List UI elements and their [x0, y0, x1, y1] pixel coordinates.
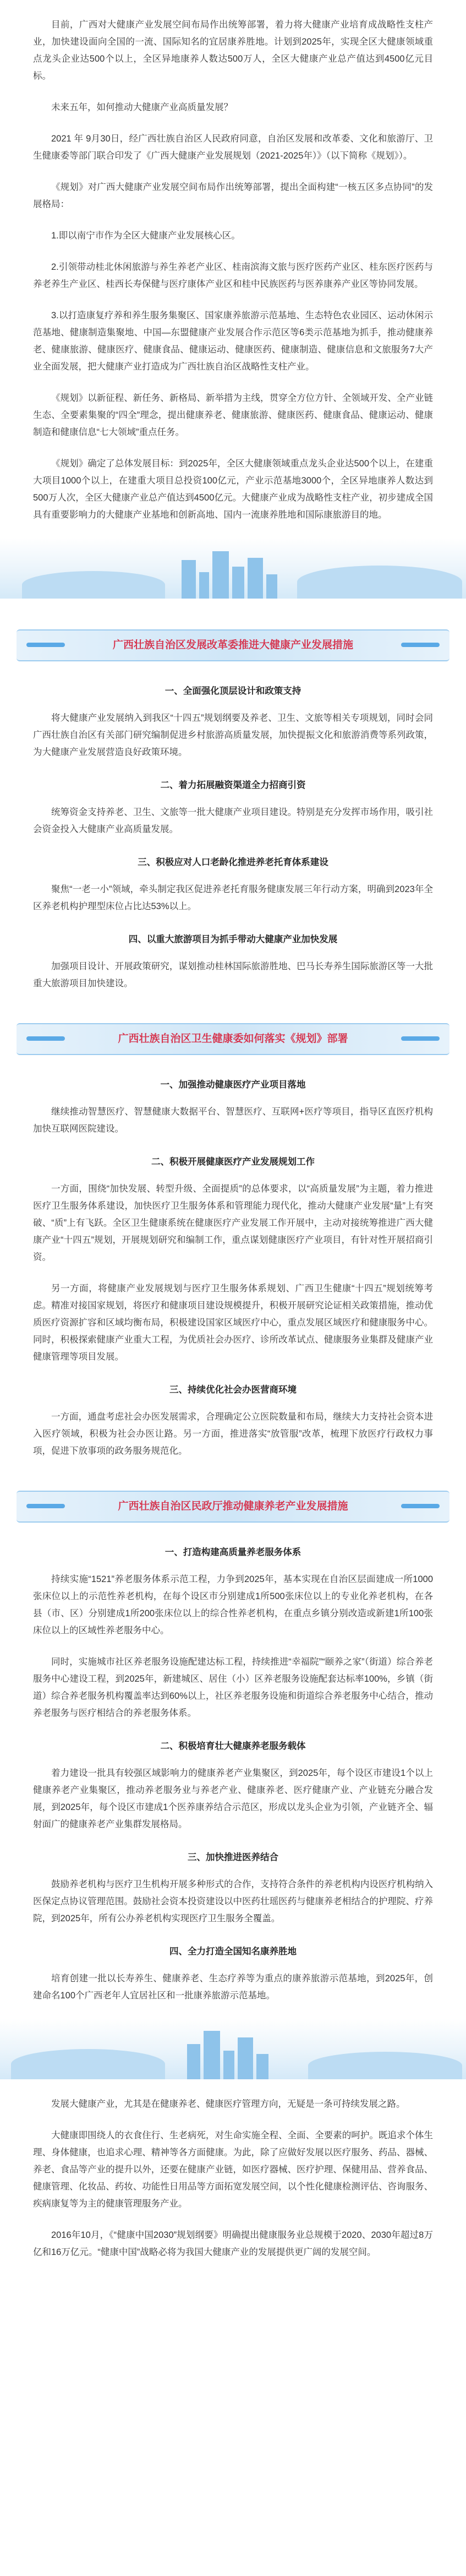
closing-paragraph: 2016年10月，《“健康中国2030”规划纲要》明确提出健康服务业总规模于2020、2030年超过8万亿和16万亿元。“健康中国”战略必将为我国大健康产业的发展提供更广阔的发展空间。: [33, 2230, 433, 2257]
intro-paragraph: 《规划》对广西大健康产业发展空间布局作出统筹部署，提出全面构建“一核五区多点协同”的发展格局：: [33, 182, 433, 209]
section-civil-affairs: [33, 1491, 433, 2004]
subsection-paragraph: 同时，实施城市社区养老服务设施配建达标工程，持续推进“幸福院”“颐养之家”（街道）综合养老服务中心建设工程，到2025年，新建城区、居住（小）区养老服务设施配套达标率100%，乡镇（街道）综合养老服务机构覆盖率达到60%以上，社区养老服务设施和街道综合养老服务中心结合，推动养老服务与医疗相结合的养老服务体系。: [33, 1657, 433, 1718]
subsection-paragraph: 一方面，围绕“加快发展、转型升级、全面提质”的总体要求，以“高质量发展”为主题，着力推进医疗卫生服务体系建设，加快医疗卫生服务体系和管理能力现代化，推动大健康产业发展“量”上有突破、“质”上有飞跃。全区卫生健康系统在健康医疗产业发展工作开展中，主动对接统筹推进广西大健康产业“十四五”规划，开展规划研究和编制工作，重点谋划健康医疗产业项目，有针对性开展招商引资。: [33, 1184, 433, 1262]
section-banner: 广西壮族自治区发展改革委推进大健康产业发展措施: [17, 629, 449, 661]
subsection-title: 二、积极培育壮大健康养老服务载体: [160, 1741, 306, 1751]
intro-paragraph: 《规划》确定了总体发展目标：到2025年，全区大健康领域重点龙头企业达500个以上，在建重大项目1000个以上，在建重大项目总投资100亿元，产业示范基地3000个，全区异地康养人数达到500万人次，全区大健康产业总产值达到4500亿元。大健康产业成为战略性支柱产业，初步建成全国具有重要影响力的大健康产业基地和创新高地、国内一流康养胜地和国际康旅游目的地。: [33, 459, 433, 520]
intro-section: [33, 0, 433, 524]
subsection-paragraph: 持续实施“1521”养老服务体系示范工程，力争到2025年，基本实现在自治区层面建成一所1000张床位以上的示范性养老机构，在每个设区市分别建成1所500张床位以上的专业化养老机构，在各县（市、区）分别建成1所200张床位以上的综合性养老机构，在重点乡镇分别改造或新建1所100张床位以上的区域性养老服务中心。: [33, 1574, 433, 1635]
subsection-title: 二、着力拓展融资渠道全力招商引资: [160, 780, 306, 790]
intro-list-item: 1.即以南宁市作为全区大健康产业发展核心区。: [51, 231, 240, 241]
subsection-paragraph: 培育创建一批以长寿养生、健康养老、生态疗养等为重点的康养旅游示范基地，到2025年，创建命名100个广西老年人宜居社区和一批康养旅游示范基地。: [33, 1974, 433, 2001]
closing-paragraph: 大健康即围绕人的衣食住行、生老病死，对生命实施全程、全面、全要素的呵护。既追求个体生理、身体健康，也追求心理、精神等各方面健康。为此，除了应做好发展以医疗服务、药品、器械、养老、食品等产业的提升以外，还要在健康产业链，如医疗器械、医疗护理、保健用品、营养食品、健康管理、化妆品、药妆、功能性日用品等方面拓宽发展空间，以个性化健康检测评估、咨询服务、疾病康复等为主的健康管理服务产业。: [33, 2131, 433, 2209]
subsection-paragraph: 将大健康产业发展纳入到我区“十四五”规划纲要及养老、卫生、文旅等相关专项规划，同时会同广西壮族自治区有关部门研究编制促进乡村旅游高质量发展，加快提振文化和旅游消费等系列政策，为大健康产业发展营造良好政策环境。: [33, 713, 433, 757]
intro-list-item: 2.引领带动桂北休闲旅游与养生养老产业区、桂南滨海文旅与医疗医药产业区、桂东医疗医药与养老养生产业区、桂西长寿保健与医疗康体产业区和桂中民族医药与医养康养产业区等协同发展。: [33, 262, 433, 289]
section-banner: 广西壮族自治区卫生健康委如何落实《规划》部署: [17, 1023, 449, 1055]
subsection-paragraph: 另一方面，将健康产业发展规划与医疗卫生服务体系规划、广西卫生健康“十四五”规划统筹考虑。精准对接国家规划，将医疗和健康项目建设规模提升，积极开展研究论证相关政策措施，推动优质医疗资源扩容和区域均衡布局，积极建设国家区域医疗中心，重点发展区域医疗和健康服务中心。同时，积极探索健康产业重大工程，为优质社会办医疗、诊所改革试点、健康服务业集群及健康产业健康管理等项目发展。: [33, 1284, 433, 1362]
subsection-title: 一、全面强化顶层设计和政策支持: [165, 686, 301, 696]
subsection-paragraph: 聚焦“一老一小”领域，牵头制定我区促进养老托育服务健康发展三年行动方案，明确到2023年全区养老机构护理型床位占比达53%以上。: [33, 884, 433, 911]
subsection-title: 一、加强推动健康医疗产业项目落地: [160, 1080, 306, 1090]
decorative-city-illustration: [0, 2019, 466, 2079]
subsection-title: 二、积极开展健康医疗产业发展规划工作: [151, 1157, 315, 1167]
closing-paragraph: 发展大健康产业，尤其是在健康养老、健康医疗管理方向，无疑是一条可持续发展之路。: [51, 2099, 405, 2109]
subsection-title: 三、积极应对人口老龄化推进养老托育体系建设: [138, 857, 328, 867]
subsection-title: 四、以重大旅游项目为抓手带动大健康产业加快发展: [128, 934, 338, 944]
subsection-title: 三、加快推进医养结合: [188, 1852, 278, 1862]
subsection-paragraph: 一方面，通盘考虑社会办医发展需求，合理确定公立医院数量和布局，继续大力支持社会资本进入医疗领域，积极为社会办医让路。另一方面，推进落实“放管服”改革，梳理下放医疗行政权力事项，促进下放事项的政务服务规范化。: [33, 1412, 433, 1456]
subsection-paragraph: 加强项目设计、开展政策研究，谋划推动桂林国际旅游胜地、巴马长寿养生国际旅游区等一大批重大旅游项目加快建设。: [33, 961, 433, 988]
closing-section: [33, 2096, 433, 2261]
intro-paragraph: 《规划》以新征程、新任务、新格局、新举措为主线，贯穿全方位方针、全领域开发、全产业链生态、全要素集聚的“四全”理念，提出健康养老、健康旅游、健康医药、健康食品、健康运动、健康制造和健康信息“七大领域”重点任务。: [33, 393, 433, 437]
subsection-title: 四、全力打造全国知名康养胜地: [169, 1947, 297, 1957]
section-development-reform: [33, 629, 433, 992]
subsection-paragraph: 鼓励养老机构与医疗卫生机构开展多种形式的合作，支持符合条件的养老机构内设医疗机构纳入医保定点协议管理范围。鼓励社会资本投资建设以中医药壮瑶医药与健康养老相结合的护理院、疗养院，到2025年，所有公办养老机构实现医疗卫生服务全覆盖。: [33, 1879, 433, 1923]
section-banner: 广西壮族自治区民政厅推动健康养老产业发展措施: [17, 1491, 449, 1523]
intro-paragraph: 2021 年 9月30日，经广西壮族自治区人民政府同意，自治区发展和改革委、文化和旅游厅、卫生健康委等部门联合印发了《广西大健康产业发展规划（2021-2025年）》（以下简称《规划》）。: [33, 134, 433, 161]
intro-paragraph: 目前，广西对大健康产业发展空间布局作出统筹部署，着力将大健康产业培育成战略性支柱产业，加快建设面向全国的一流、国际知名的宜居康养胜地。计划到2025年，实现全区大健康领域重点龙头企业达500个以上，全区异地康养人数达500万人，全区大健康产业总产值达到4500亿元目标。: [33, 20, 433, 81]
decorative-city-illustration: [0, 538, 466, 599]
subsection-title: 三、持续优化社会办医营商环境: [169, 1385, 297, 1395]
subsection-paragraph: 继续推动智慧医疗、智慧健康大数据平台、智慧医疗、互联网+医疗等项目，指导区直医疗机构加快互联网医院建设。: [33, 1107, 433, 1134]
intro-list-item: 3.以打造康复疗养和养生服务集聚区、国家康养旅游示范基地、生态特色农业园区、运动休闲示范基地、健康制造集聚地、中国—东盟健康产业发展合作示范区等6类示范基地为抓手，推动健康养老、健康旅游、健康医疗、健康食品、健康运动、健康医药、健康制造、健康信息和文旅服务7大产业全面发展，把大健康产业打造成为广西壮族自治区战略性支柱产业。: [33, 311, 433, 372]
subsection-paragraph: 着力建设一批具有较强区域影响力的健康养老产业集聚区，到2025年，每个设区市建设1个以上健康养老产业集聚区，推动养老服务业与养老产业、健康养老、医疗健康产业、产业链充分融合发展，到2025年，每个设区市建成1个医养康养结合示范区，形成以龙头企业为引领，产业链齐全、辐射面广的健康养老产业集群发展格局。: [33, 1768, 433, 1829]
intro-question: 未来五年，如何推动大健康产业高质量发展？: [51, 102, 233, 112]
subsection-title: 一、打造构建高质量养老服务体系: [165, 1547, 301, 1557]
subsection-paragraph: 统筹资金支持养老、卫生、文旅等一批大健康产业项目建设。特别是充分发挥市场作用，吸引社会资金投入大健康产业高质量发展。: [33, 807, 433, 834]
section-health-commission: [33, 1023, 433, 1460]
